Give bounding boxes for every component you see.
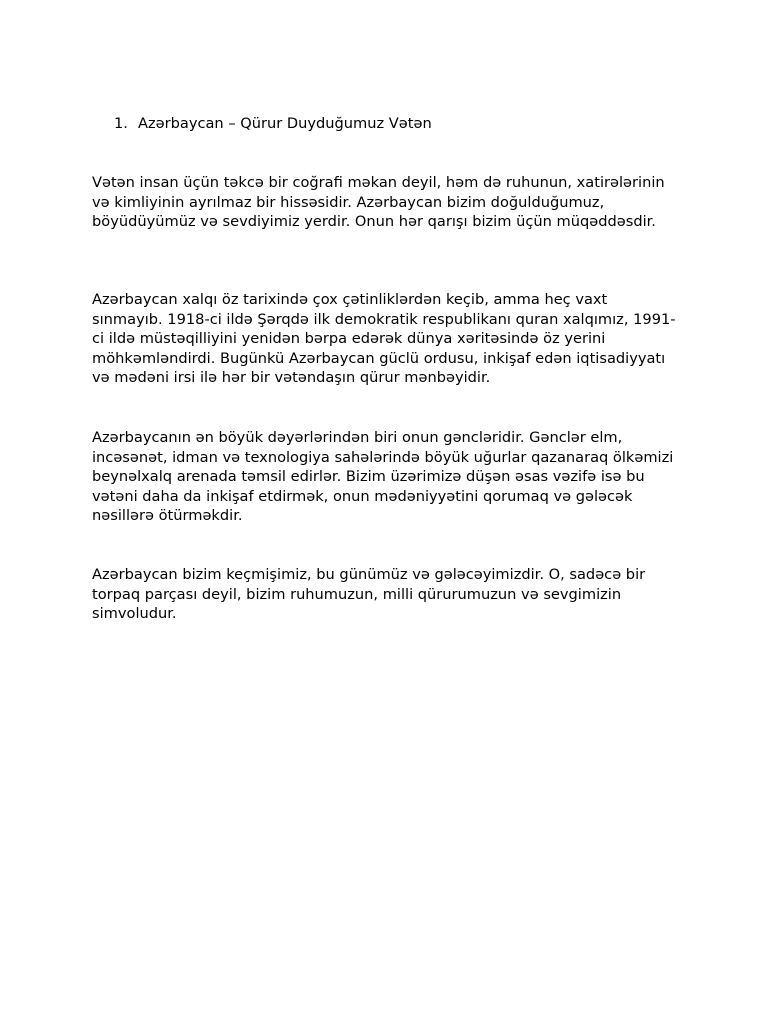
paragraph: Azərbaycan xalqı öz tarixində çox çətinliklərdən keçib, amma heç vaxt sınmayıb. 1918-ci ildə Şərqdə ilk demokratik respublikanı quran xalqımız, 1991-ci ildə müstəqilliyini yenidən bərpa edərək dünya xəritəsində öz yerini möhkəmləndirdi. Bugünkü Azərbaycan güclü ordusu, inkişaf edən iqtisadiyyatı və mədəni irsi ilə hər bir vətəndaşın qürur mənbəyidir. xyxy=(92,291,676,387)
paragraph: Vətən insan üçün təkcə bir coğrafi məkan deyil, həm də ruhunun, xatirələrinin və kimliyinin ayrılmaz bir hissəsidir. Azərbaycan bizim doğulduğumuz, böyüdüyümüz və sevdiyimiz yerdir. Onun hər qarışı bizim üçün müqəddəsdir. xyxy=(92,174,665,231)
heading-list-number: 1. xyxy=(114,115,128,132)
heading-text: Azərbaycan – Qürur Duyduğumuz Vətən xyxy=(138,115,432,132)
paragraph: Azərbaycanın ən böyük dəyərlərindən biri onun gəncləridir. Gənclər elm, incəsənət, idman və texnologiya sahələrində böyük uğurlar qazanaraq ölkəmizi beynəlxalq arenada təmsil edirlər. Bizim üzərimizə düşən əsas vəzifə isə bu vətəni daha da inkişaf etdirmək, onun mədəniyyətini qorumaq və gələcək nəsillərə ötürməkdir. xyxy=(92,429,674,525)
document-heading xyxy=(114,114,432,134)
paragraph: Azərbaycan bizim keçmişimiz, bu günümüz və gələcəyimizdir. O, sadəcə bir torpaq parçası deyil, bizim ruhumuzun, milli qürurumuzun və sevgimizin simvoludur. xyxy=(92,566,646,623)
